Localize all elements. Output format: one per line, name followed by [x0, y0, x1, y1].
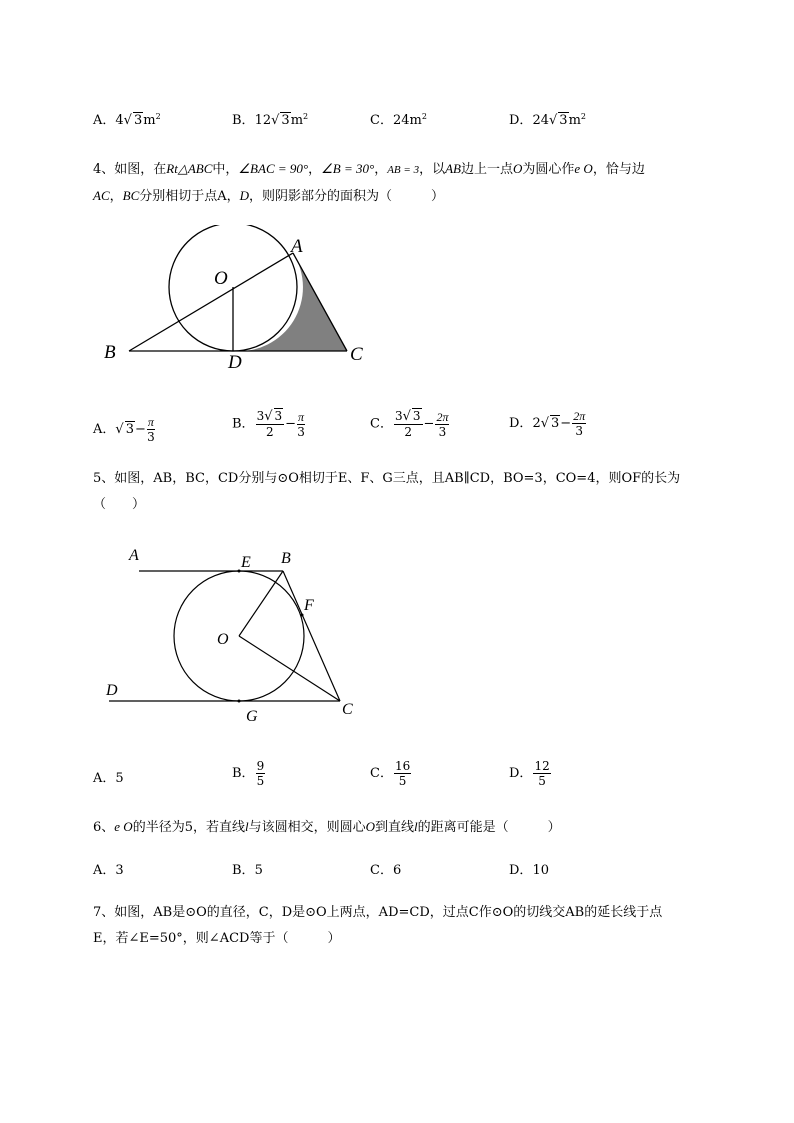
q5-line-oc [239, 636, 340, 701]
q5-label-b: B [281, 550, 291, 567]
q5-option-a: A．5 [93, 771, 124, 786]
q5-label-c: C [342, 701, 353, 718]
q3-option-d: D．24√ $3m^2$ [509, 112, 586, 128]
q5-option-b: B． $\frac{9}{5}$ [232, 759, 265, 788]
q5-label-a: A [129, 547, 139, 564]
q5-label-g: G [246, 708, 258, 725]
q4-label-a: A [291, 236, 303, 257]
q6-option-c: C．6 [370, 863, 402, 878]
q3-option-c: C．$24m^2$ [370, 112, 427, 128]
q4-question-line2: AC，BC分别相切于点A，D，则阴影部分的面积为（ ） [93, 188, 445, 204]
q4-line-ba [129, 253, 293, 351]
q7-question-line1: 7、如图，AB是⊙O的直径，C，D是⊙O上两点，AD=CD，过点C作⊙O的切线交AB的延长线于点 [93, 905, 663, 920]
q4-label-b: B [104, 342, 116, 363]
q7-question-line2: E，若∠E=50°，则∠ACD等于（ ） [93, 931, 341, 946]
q5-option-d: D． $\frac{12}{5}$ [509, 759, 550, 788]
q3-option-a: A．4√ $3m^2$ [93, 112, 161, 128]
q5-line-ob [239, 571, 283, 636]
q4-shaded-region [233, 253, 347, 351]
q5-line-bc [283, 571, 340, 701]
q5-label-f: F [304, 597, 314, 614]
q3-option-b: B．12√ $3m^2$ [232, 112, 309, 128]
q5-label-o: O [217, 631, 229, 648]
q6-question: 6、e O的半径为5，若直线l与该圆相交，则圆心O到直线l的距离可能是（ ） [93, 819, 561, 835]
q6-option-d: D．10 [509, 863, 549, 878]
q5-label-d: D [106, 682, 118, 699]
q4-label-d: D [228, 352, 242, 373]
q4-label-c: C [350, 344, 363, 365]
q6-option-b: B．5 [232, 863, 263, 878]
q5-question-line1: 5、如图，AB，BC，CD分别与⊙O相切于E、F、G三点，且AB∥CD，BO=3，CO=4，则OF的长为 [93, 471, 681, 486]
q5-question-line2: （ ） [93, 497, 146, 512]
q4-label-o: O [214, 268, 228, 289]
q4-option-a: A．√ 3− $\frac{\pi}{3}$ [93, 415, 155, 444]
q5-point-g [238, 700, 241, 703]
q4-option-c: C． $\frac{3√ 3}{2}$ − $\frac{2\pi}{3}$ [370, 409, 449, 439]
q5-figure [95, 540, 375, 730]
q4-option-b: B． $\frac{3√ 3}{2}$ − $\frac{\pi}{3}$ [232, 409, 305, 439]
q6-option-a: A．3 [93, 863, 124, 878]
q5-option-c: C． $\frac{16}{5}$ [370, 759, 411, 788]
q4-figure [95, 225, 395, 375]
q4-question-line1: 4、如图，在Rt△ABC中，∠BAC = 90°，∠B = 30°，AB = 3，以AB边上一点O为圆心作e O，恰与边 [93, 161, 645, 177]
q4-option-d: D．2√ 3− $\frac{2\pi}{3}$ [509, 409, 586, 438]
q5-label-e: E [241, 554, 251, 571]
